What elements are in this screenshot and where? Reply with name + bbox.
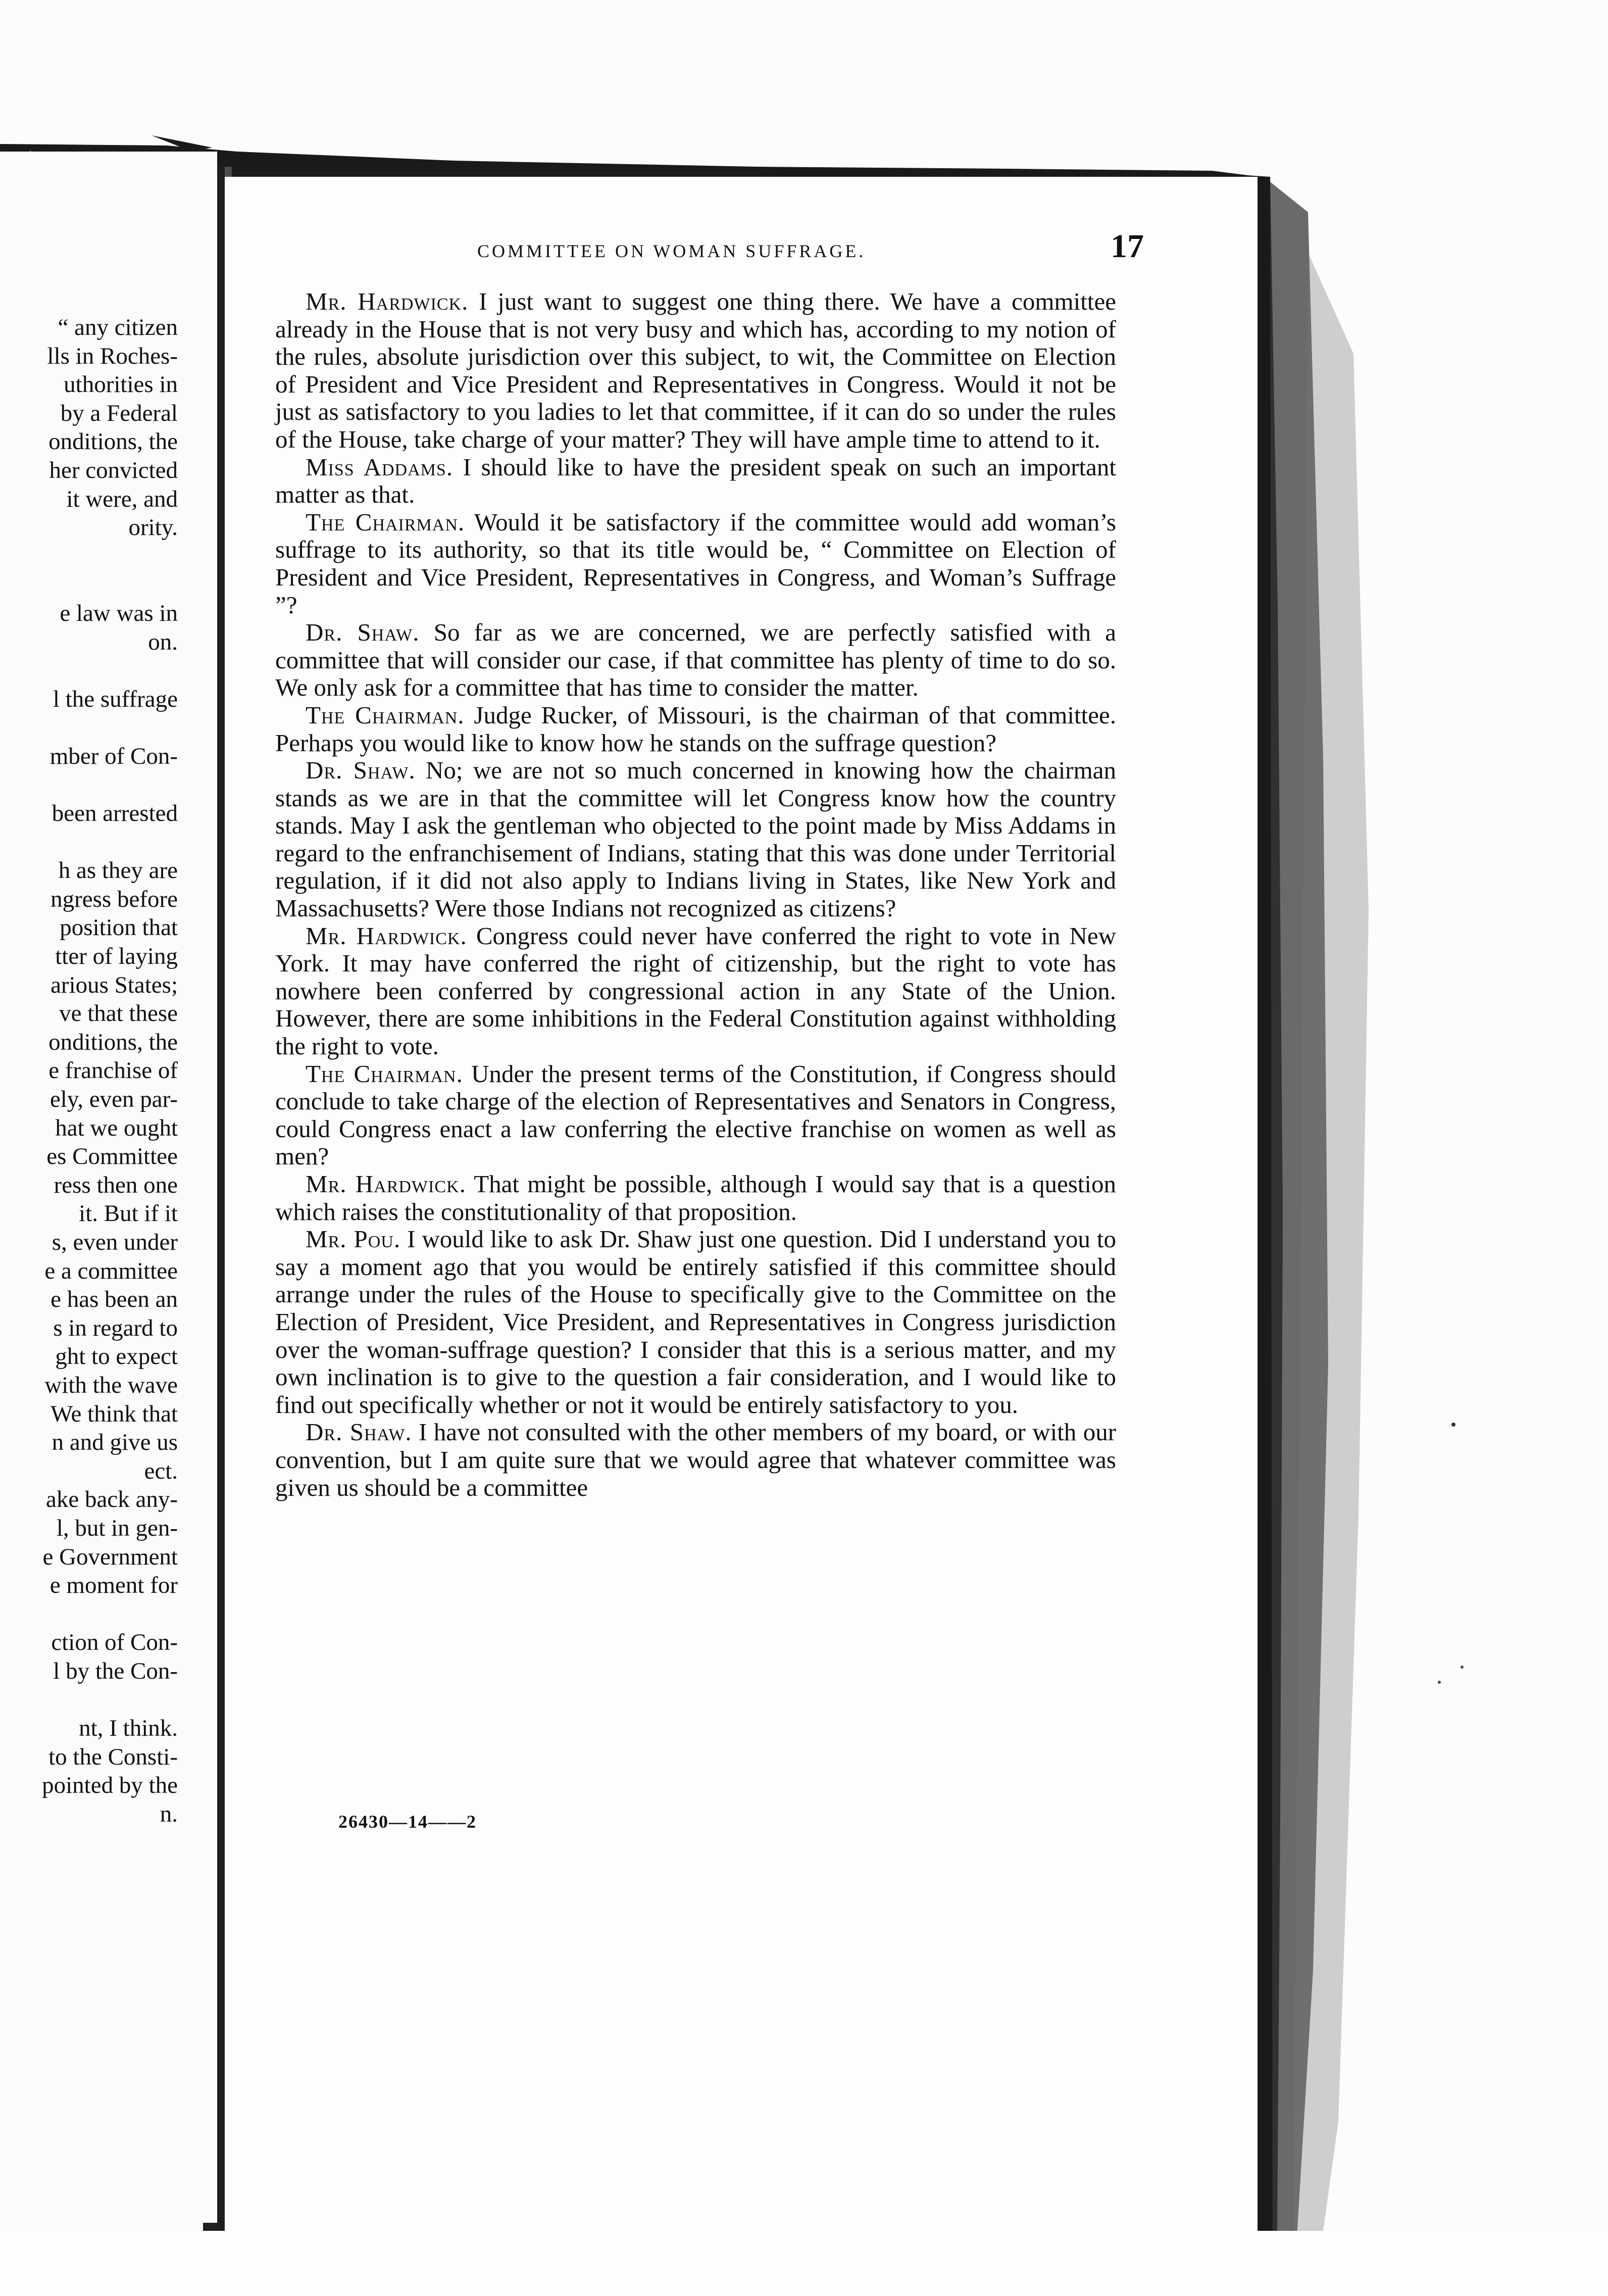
facing-page-line: ect. (144, 1457, 178, 1484)
facing-page-line: e Government (42, 1543, 178, 1570)
facing-page-line: n and give us (52, 1429, 178, 1456)
speaker: Mr. Hardwick. (306, 1170, 466, 1198)
facing-page-line: her convicted (49, 457, 178, 483)
speaker: Dr. Shaw. (306, 756, 416, 785)
facing-page-line: on. (148, 628, 178, 655)
speaker: The Chairman. (306, 701, 465, 729)
paragraph (275, 702, 1116, 757)
paragraph-text: I just want to suggest one thing there. We have a committee already in the House that is not very busy and which has, according to my notion of the rules, absolute jurisdiction over this subject, to wit, the Committee on Election of President and Vice President and Representatives in Congress. Would it not be just as satisfactory to you ladies to let that committee, if it can do so under the rules of the House, take charge of your matter? They will have ample time to attend to it. (275, 287, 1116, 453)
speaker: Dr. Shaw. (306, 618, 420, 647)
speaker: Dr. Shaw. (306, 1418, 412, 1446)
facing-page-line (0, 542, 178, 571)
facing-page (0, 152, 217, 2223)
paragraph (275, 757, 1116, 922)
facing-page-line: ely, even par- (49, 1086, 178, 1113)
facing-page-line: uthorities in (64, 371, 178, 398)
paragraph (275, 619, 1116, 702)
facing-page-line: ake back any- (46, 1486, 178, 1513)
facing-page-line: ress then one (54, 1171, 178, 1198)
facing-page-line: l the suffrage (53, 686, 178, 712)
facing-page-line: nt, I think. (79, 1715, 178, 1742)
facing-page-line: ngress before (51, 886, 178, 912)
facing-page-line: We think that (50, 1400, 178, 1427)
facing-page-line: e a committee (44, 1257, 178, 1284)
facing-page-line: ght to expect (55, 1343, 178, 1370)
paragraph-text: I should like to have the president speak on such an important matter as that. (275, 453, 1116, 509)
paragraph (275, 1170, 1116, 1226)
facing-page-line (0, 1600, 178, 1629)
facing-page-line: n. (160, 1800, 178, 1827)
speaker: Miss Addams. (306, 453, 454, 481)
facing-page-line (0, 771, 178, 800)
facing-page-line: by a Federal (60, 400, 178, 426)
paragraph (275, 1226, 1116, 1419)
page (225, 177, 1258, 2296)
paragraph (275, 454, 1116, 509)
facing-page-line: with the wave (44, 1372, 178, 1398)
paragraph-text: I have not consulted with the other members of my board, or with our convention, but I am quite sure that we would agree that whatever committee was given us should be a committee (275, 1418, 1117, 1501)
facing-page-line: it were, and (66, 485, 178, 512)
facing-page-line: hat we ought (55, 1114, 178, 1141)
speaker: Mr. Pou. (306, 1225, 401, 1253)
facing-page-line (0, 828, 178, 857)
facing-page-line: s, even under (52, 1229, 178, 1255)
paragraph-text: Under the present terms of the Constitution, if Congress should conclude to take charge of the election of Representatives and Senators in Congress, could Congress enact a law conferring the elective franchise on women as well as men? (275, 1059, 1116, 1170)
facing-page-line (0, 656, 178, 685)
running-head-title: COMMITTEE ON WOMAN SUFFRAGE. (477, 241, 866, 261)
facing-page-line: ction of Con- (51, 1629, 178, 1656)
facing-page-line (0, 1686, 178, 1715)
facing-page-line: l, but in gen- (56, 1515, 178, 1541)
facing-page-line: ve that these (59, 1000, 178, 1027)
paragraph (275, 288, 1116, 454)
facing-page-line: lls in Roches- (47, 343, 178, 369)
facing-page-line: e moment for (49, 1572, 178, 1599)
speaker: Mr. Hardwick. (306, 921, 467, 950)
facing-page-line: been arrested (52, 800, 178, 827)
facing-page-line: arious States; (51, 971, 178, 998)
paragraph-text: So far as we are concerned, we are perfectly satisfied with a committee that will consider our case, if that committee has plenty of time to do so. We only ask for a committee that has time to consider the matter. (275, 618, 1116, 702)
facing-page-line (0, 713, 178, 742)
facing-page-line: it. But if it (79, 1200, 178, 1227)
page-number: 17 (1111, 228, 1144, 265)
facing-page-line: mber of Con- (49, 743, 178, 769)
paragraph (275, 1419, 1116, 1501)
paragraph (275, 922, 1116, 1060)
paragraph-text: That might be possible, although I would say that is a question which raises the constitutionality of that proposition. (275, 1170, 1116, 1226)
transcript-body (275, 288, 1116, 1501)
facing-page-line: onditions, the (48, 1029, 178, 1055)
paragraph (275, 509, 1116, 619)
facing-page-line: e has been an (51, 1286, 178, 1313)
facing-page-line: “ any citizen (58, 314, 178, 340)
paragraph-text: I would like to ask Dr. Shaw just one question. Did I understand you to say a moment ago that you would be entirely satisfied if this committee should arrange under the rules of the House to specifically give to the Committee on the Election of President, Vice President, and Representatives in Congress jurisdiction over the woman-suffrage question? I consider that this is a serious matter, and my own inclination is to give to the question a fair consideration, and I would like to find out specifically whether or not it would be entirely satisfactory to you. (275, 1225, 1116, 1419)
paragraph-text: Congress could never have conferred the right to vote in New York. It may have conferred the right of citizenship, but the right to vote has nowhere been conferred by congressional action in any State of the Union. However, there are some inhibitions in the Federal Constitution against withholding the right to vote. (275, 921, 1116, 1060)
paragraph (275, 1060, 1116, 1170)
paragraph-text: Judge Rucker, of Missouri, is the chairman of that committee. Perhaps you would like to know how he stands on the suffrage question? (275, 701, 1116, 757)
paragraph-text: Would it be satisfactory if the committee would add woman’s suffrage to its authority, so that its title would be, “ Committee on Election of President and Vice President, Representatives in Congress, and Woman’s Suffrage ”? (275, 508, 1116, 619)
facing-page-line: e franchise of (48, 1057, 178, 1084)
facing-page-line: s in regard to (53, 1314, 178, 1341)
facing-page-line: ority. (128, 514, 178, 541)
facing-page-line: onditions, the (48, 428, 178, 455)
facing-page-line: tter of laying (55, 943, 178, 970)
facing-page-line: position that (60, 914, 178, 941)
speaker: The Chairman. (306, 508, 465, 536)
paragraph-text: No; we are not so much concerned in knowing how the chairman stands as we are in that the committee will let Congress know how the country stands. May I ask the gentleman who objected to the point made by Miss Addams in regard to the enfranchisement of Indians, stating that this was done under Territorial regulation, if it did not also apply to Indians living in States, like New York and Massachusetts? Were those Indians not recognized as citizens? (275, 756, 1116, 922)
running-head (290, 227, 1159, 266)
facing-page-line (0, 570, 178, 599)
facing-page-line: h as they are (58, 857, 178, 884)
printer-signature-mark: 26430—14——2 (338, 1812, 477, 1832)
facing-page-line: pointed by the (42, 1772, 178, 1799)
facing-page-line: to the Consti- (48, 1743, 178, 1770)
facing-page-line: es Committee (46, 1143, 178, 1170)
speaker: Mr. Hardwick. (306, 287, 469, 315)
speaker: The Chairman. (306, 1059, 463, 1088)
facing-page-text (0, 313, 178, 1828)
facing-page-line: e law was in (60, 600, 178, 626)
facing-page-line: l by the Con- (53, 1657, 178, 1684)
